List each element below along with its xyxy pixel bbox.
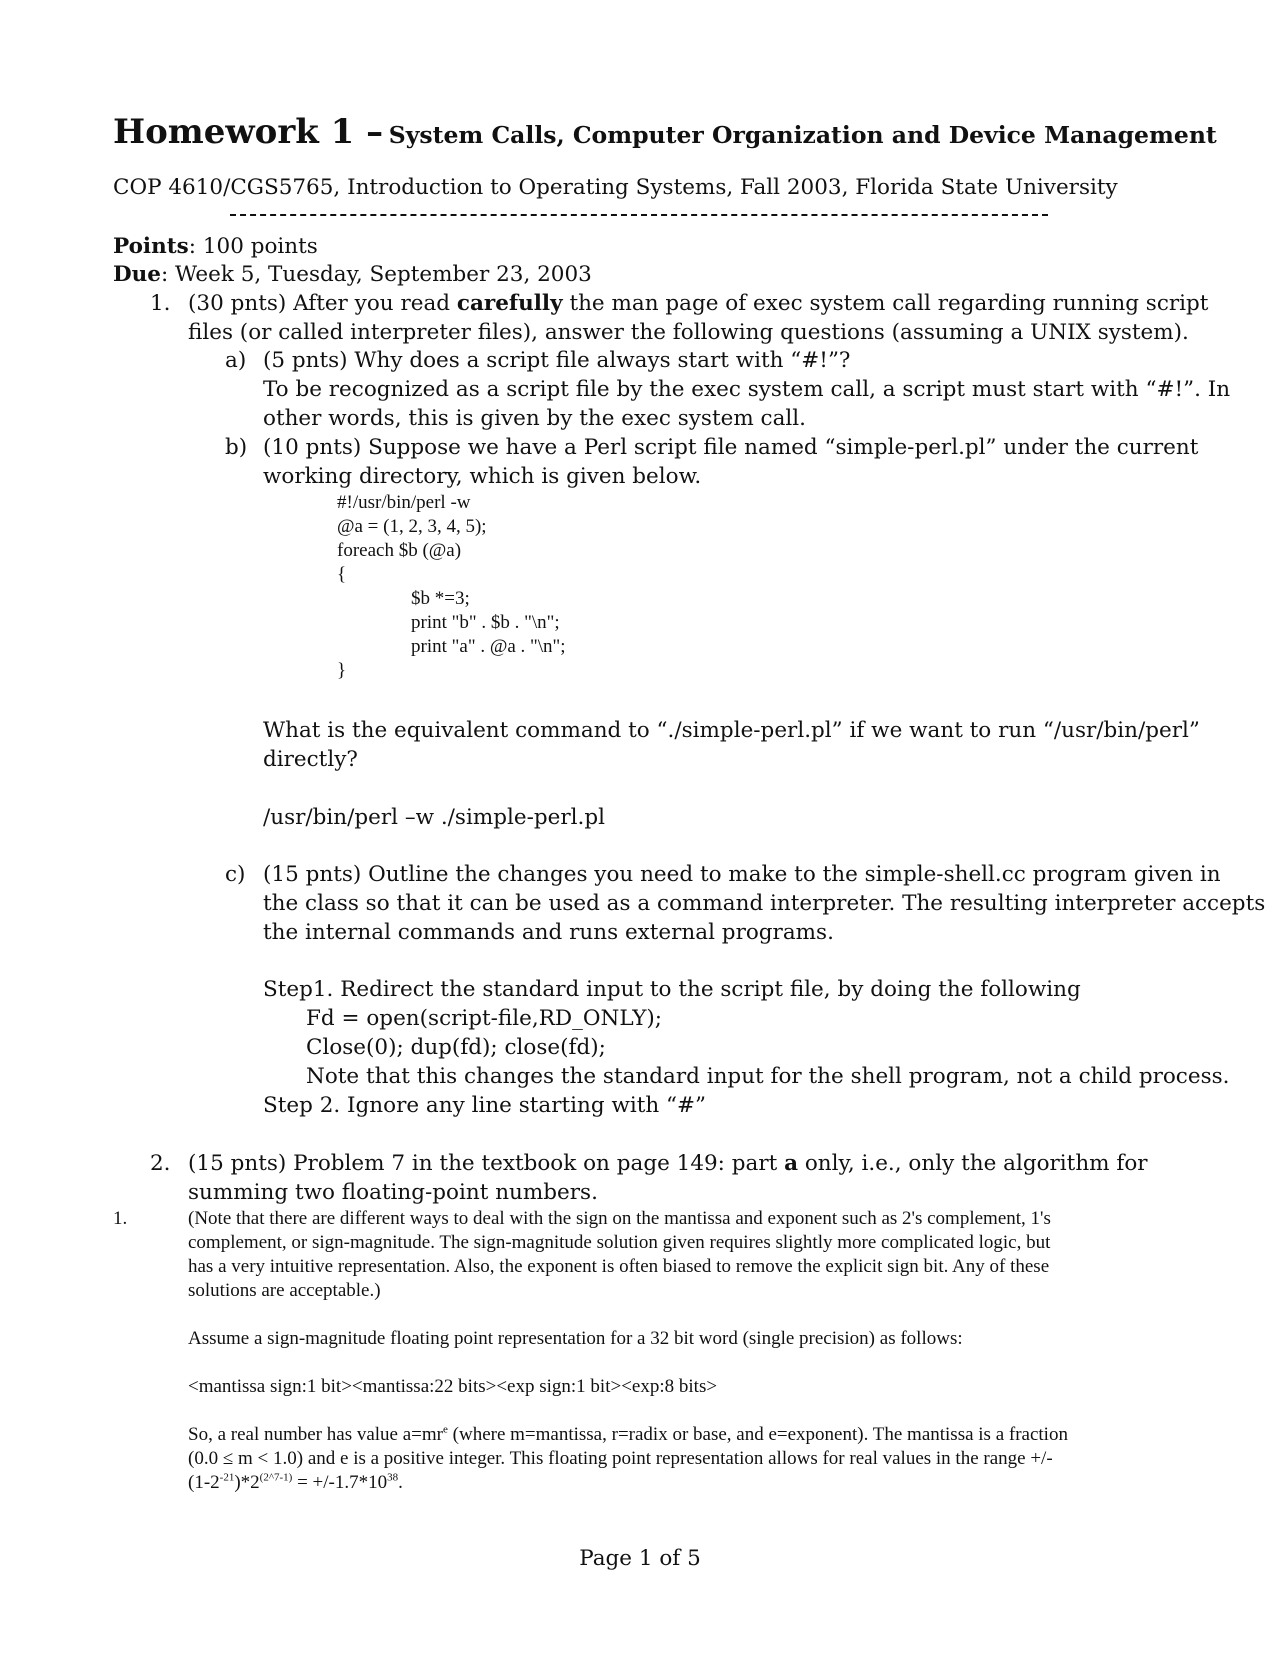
q1c-line1: (15 pnts) Outline the changes you need to make to the simple-shell.cc program given in [263, 862, 1221, 887]
q1a-question: (5 pnts) Why does a script file always start with “#!”? [263, 348, 851, 373]
step2-line: Step 2. Ignore any line starting with “#” [263, 1093, 707, 1118]
code-line: $b *=3; [411, 588, 470, 609]
points-line: Points: 100 points [113, 234, 318, 259]
code-line: { [337, 564, 347, 585]
code-line: } [337, 660, 347, 681]
q1b-ask-line2: directly? [263, 747, 358, 772]
q1b-marker: b) [225, 435, 248, 460]
due-line: Due: Week 5, Tuesday, September 23, 2003 [113, 262, 592, 287]
q1b-ask-line1: What is the equivalent command to “./simple-perl.pl” if we want to run “/usr/bin/perl” [263, 718, 1200, 743]
step1-line: Step1. Redirect the standard input to the script file, by doing the following [263, 977, 1081, 1002]
code-line: print "a" . @a . "\n"; [411, 636, 566, 657]
solution-value-line1: So, a real number has value $a=mr^e$ (where m=mantissa, r=radix or base, and e=exponent). The mantissa is a fraction [188, 1423, 1068, 1445]
solution-marker: 1. [113, 1208, 128, 1229]
q1a-answer-line2: other words, this is given by the exec system call. [263, 406, 807, 431]
q1-line1: (30 pnts) After you read carefully the man page of exec system call regarding running script [188, 291, 1209, 316]
code-line: #!/usr/bin/perl -w [337, 492, 471, 513]
solution-paragraph-line: has a very intuitive representation. Also, the exponent is often biased to remove the explicit sign bit. Any of these [188, 1256, 1050, 1277]
solution-value-line2: (0.0 ≤ m < 1.0) and e is a positive integer. This floating point representation allows for real values in the range +/- [188, 1448, 1053, 1469]
q1-number: 1. [150, 291, 171, 316]
code-line: print "b" . $b . "\n"; [411, 612, 560, 633]
q1-line2: files (or called interpreter files), answer the following questions (assuming a UNIX system). [188, 320, 1189, 345]
page-title [113, 112, 1217, 152]
title-subtitle: System Calls, Computer Organization and Device Management [388, 121, 1217, 149]
q2-line2: summing two floating-point numbers. [188, 1180, 598, 1205]
q1b-question-line1: (10 pnts) Suppose we have a Perl script file named “simple-perl.pl” under the current [263, 435, 1199, 460]
solution-format-line: <mantissa sign:1 bit><mantissa:22 bits><exp sign:1 bit><exp:8 bits> [188, 1376, 718, 1397]
solution-assume-line: Assume a sign-magnitude floating point representation for a 32 bit word (single precision) as follows: [188, 1328, 963, 1349]
step1-code-line2: Close(0); dup(fd); close(fd); [306, 1035, 606, 1060]
q1a-marker: a) [225, 348, 247, 373]
q1b-question-line2: working directory, which is given below. [263, 464, 702, 489]
q1c-line3: the internal commands and runs external programs. [263, 920, 834, 945]
q1c-line2: the class so that it can be used as a command interpreter. The resulting interpreter accepts [263, 891, 1266, 916]
solution-paragraph-line: solutions are acceptable.) [188, 1280, 381, 1301]
q1a-answer-line1: To be recognized as a script file by the exec system call, a script must start with “#!”. In [263, 377, 1231, 402]
course-line: COP 4610/CGS5765, Introduction to Operating Systems, Fall 2003, Florida State University [113, 175, 1118, 200]
solution-paragraph-line: (Note that there are different ways to deal with the sign on the mantissa and exponent such as 2's complement, 1's [188, 1208, 1051, 1229]
page-footer: Page 1 of 5 [579, 1546, 701, 1571]
title-main: Homework 1 – [113, 112, 384, 152]
code-line: foreach $b (@a) [337, 540, 462, 561]
solution-value-line3: $(1-2^{-21})*2^{(2\^{}7-1)} = +/-1.7*10^{38}$. [188, 1471, 403, 1493]
step1-note: Note that this changes the standard input for the shell program, not a child process. [306, 1064, 1230, 1089]
code-line: @a = (1, 2, 3, 4, 5); [337, 516, 487, 537]
q1b-answer: /usr/bin/perl –w ./simple-perl.pl [263, 805, 605, 830]
step1-code-line1: Fd = open(script-file,RD_ONLY); [306, 1006, 663, 1031]
q1c-marker: c) [225, 862, 246, 887]
q2-line1: (15 pnts) Problem 7 in the textbook on page 149: part a only, i.e., only the algorithm for [188, 1151, 1148, 1176]
dashed-divider [230, 214, 1048, 216]
solution-paragraph-line: complement, or sign-magnitude. The sign-magnitude solution given requires slightly more complicated logic, but [188, 1232, 1051, 1253]
q2-number: 2. [150, 1151, 171, 1176]
